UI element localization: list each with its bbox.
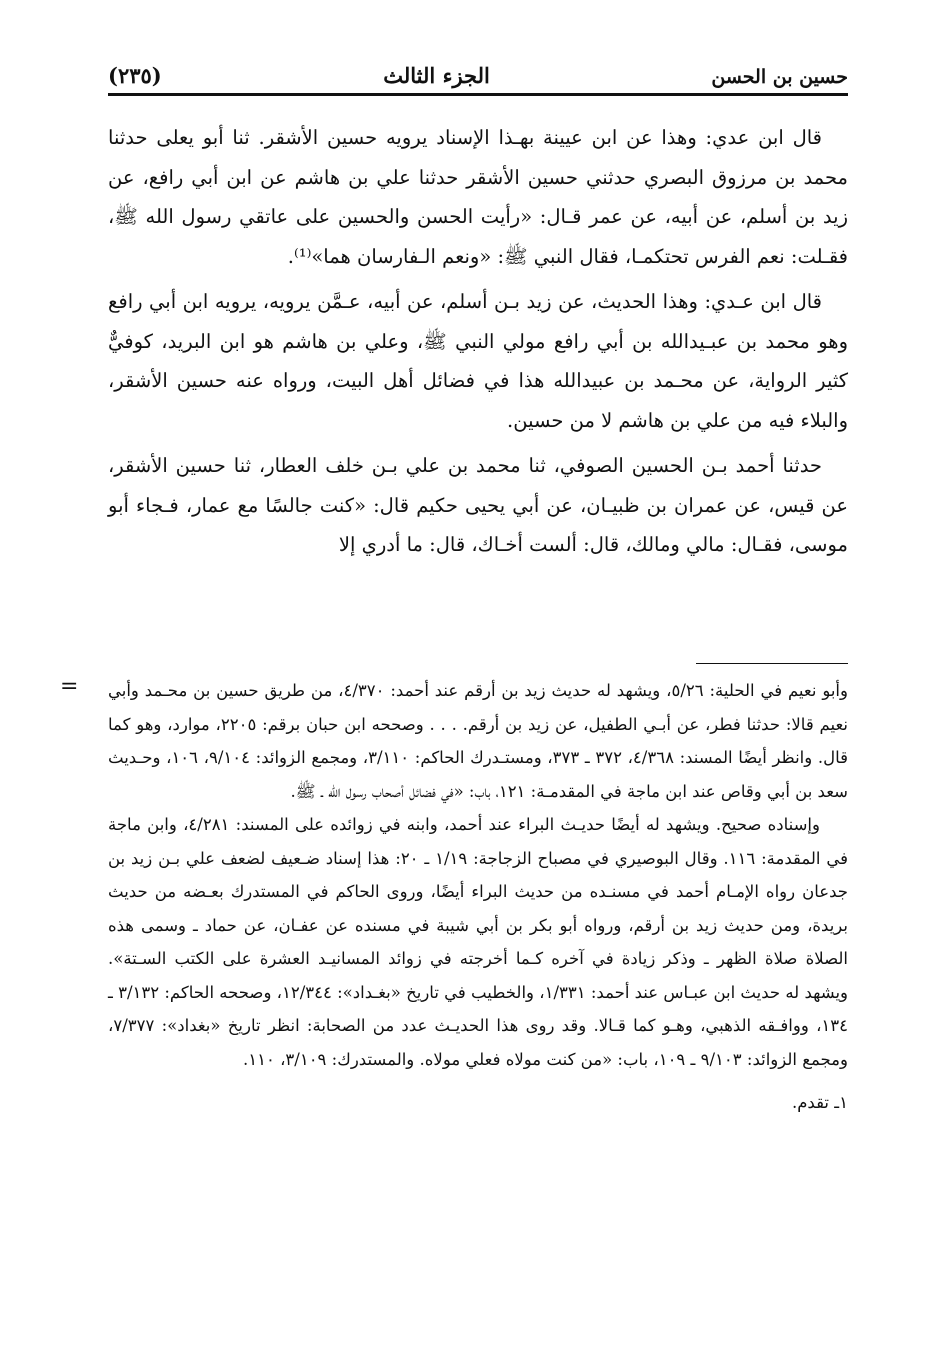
volume-title: الجزء الثالث [383,63,490,88]
header-divider [108,93,848,96]
footnote-divider [696,663,848,664]
main-text [108,118,848,565]
page-number: (٢٣٥) [108,63,162,88]
footnote-continuation-mark: = [60,674,79,699]
footnote-paragraph: وأبو نعيم في الحلية: ٥/٢٦، ويشهد له حديث زيد بن أرقم عند أحمد: ٤/٣٧٠، من طريق حسين بن محـمد وأبي نعيم قالا: حدثنا فطر، عن أبـي الطفيل، عن زيد بن أرقم. . . . وصححه ابن حبان برقم: ٢٢٠٥، موارد، وهو كما قال. وانظر أيضًا المسند: ٤/٣٦٨، ٣٧٢ ـ ٣٧٣، ومستـدرك الحاكم: ٣/١١٠، ومجمع الزوائد: ٩/١٠٤، ١٠٦، وحـديث سعد بن أبي وقاص عند ابن ماجة في المقدمـة: ١٢١، باب: «في فضائل أصحاب رسول الله ـ ﷺ. [108,681,849,801]
footnote-marker: ١ـ [834,1093,848,1112]
body-paragraph: قال ابن عـدي: وهذا الحديث، عن زيد بـن أسلم، عن أبيه، عـمَّن يرويه، يرويه ابن أبي رافع وهو محمد بن عبـيدالله بن أبي رافع مولي النبي ﷺ، وعلي بن هاشم هو ابن البريد، كوفيٌّ كثير الرواية، عن محـمد بن عبيدالله هذا في فضائل أهل البيت، ورواه عنه حسين الأشقر، والبلاء فيه من علي بن هاشم لا من حسين. [108,290,848,432]
footnotes [108,674,848,1120]
footnote-item [108,1086,848,1120]
footnote-text: تقدم. [791,1093,830,1112]
running-header [108,48,848,88]
body-paragraph: قال ابن عدي: وهذا عن ابن عيينة بهـذا الإسناد يرويه حسين الأشقر. ثنا أبو يعلى حدثنا محمد بن مرزوق البصري حدثني حسين الأشقر حدثنا علي بن هاشم عن ابن أبي رافع، عن زيد بن أسلم، عن أبيه، عن عمر قـال: «رأيت الحسن والحسين على عاتقي رسول الله ﷺ، فقـلت: نعم الفرس تحتكمـا، فقال النبي ﷺ: «ونعم الـفارسان هما»⁽¹⁾. [108,126,848,268]
book-section-title: حسين بن الحسن [711,66,848,88]
body-paragraph: حدثنا أحمد بـن الحسين الصوفي، ثنا محمد بن علي بـن خلف العطار، ثنا حسين الأشقر، عن قيس، عن عمران بن ظبيـان، عن أبي يحيى حكيم قال: «كنت جالسًا مع عمار، فـجاء أبو موسى، فقـال: مالي ومالك، قال: ألست أخـاك، قال: ما أدري إلا [108,454,848,556]
footnote-paragraph: وإسناده صحيح. ويشهد له أيضًا حديـث البراء عند أحمد، وابنه في زوائده على المسند: ٤/٢٨١، وابن ماجة في المقدمة: ١١٦. وقال البوصيري في مصباح الزجاجة: ١/١٩ ـ ٢٠: هذا إسناد ضـعيف لضعف علي بـن زيد بن جدعان رواه الإمـام أحمد في مسنـده من حديث البراء أيضًا، وروى الحاكم في المستدرك بعـضه من حديث بريدة، ومن حديث زيد بن أرقم، ورواه أبو بكر بن أبي شيبة في مسنده عن عفـان، عن حماد ـ وسمى هذه الصلاة صلاة الظهر ـ وذكر زيادة في آخره كـما أخرجته في زوائد المسانيـد العشرة على الكتب السـتة». ويشهد له حديث ابن عبـاس عند أحمد: ١/٣٣١، والخطيب في تاريخ «بغـداد»: ١٢/٣٤٤، وصححه الحاكم: ٣/١٣٢ ـ ١٣٤، ووافـقه الذهبي، وهـو كما قـالا. وقد روى هذا الحديـث عدد من الصحابة: انظر تاريخ «بغداد»: ٧/٣٧٧، ومجمع الزوائد: ٩/١٠٣ ـ ١٠٩، باب: «من كنت مولاه فعلي مولاه. والمستدرك: ٣/١٠٩، ١١٠. [108,815,849,1069]
